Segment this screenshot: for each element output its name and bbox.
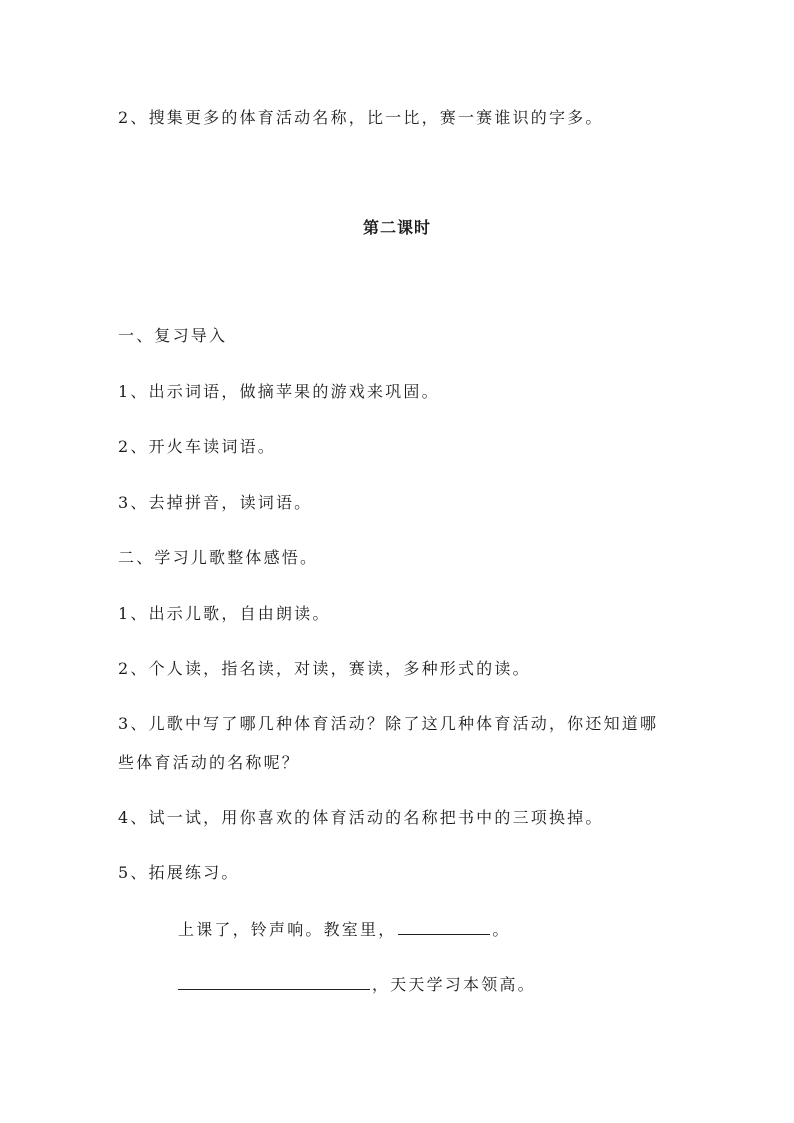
part2-item-3: 3、儿歌中写了哪几种体育活动？除了这几种体育活动，你还知道哪 xyxy=(118,714,659,733)
section-title: 第二课时 xyxy=(362,218,431,237)
exercise-line-1-suffix: 。 xyxy=(492,920,511,939)
part1-item-1: 1、出示词语，做摘苹果的游戏来巩固。 xyxy=(118,382,440,401)
fill-in-blank-1[interactable] xyxy=(398,918,490,935)
part2-item-4: 4、试一试，用你喜欢的体育活动的名称把书中的三项换掉。 xyxy=(118,808,604,827)
intro-item: 2、搜集更多的体育活动名称，比一比，赛一赛谁识的字多。 xyxy=(118,108,604,127)
exercise-line-1-prefix: 上课了，铃声响。教室里， xyxy=(178,920,397,939)
exercise-line-1 xyxy=(178,918,511,940)
part2-heading: 二、学习儿歌整体感悟。 xyxy=(118,548,319,567)
part2-item-3-cont: 些体育活动的名称呢？ xyxy=(118,753,301,772)
part1-item-2: 2、开火车读词语。 xyxy=(118,437,276,456)
part1-item-3: 3、去掉拼音，读词语。 xyxy=(118,493,313,512)
exercise-line-2-suffix: ，天天学习本领高。 xyxy=(372,975,536,994)
part2-item-5: 5、拓展练习。 xyxy=(118,863,240,882)
exercise-line-2 xyxy=(178,973,536,995)
part2-item-1: 1、出示儿歌，自由朗读。 xyxy=(118,604,331,623)
part1-heading: 一、复习导入 xyxy=(118,326,228,345)
part2-item-2: 2、个人读，指名读，对读，赛读，多种形式的读。 xyxy=(118,659,531,678)
fill-in-blank-2[interactable] xyxy=(178,973,370,990)
